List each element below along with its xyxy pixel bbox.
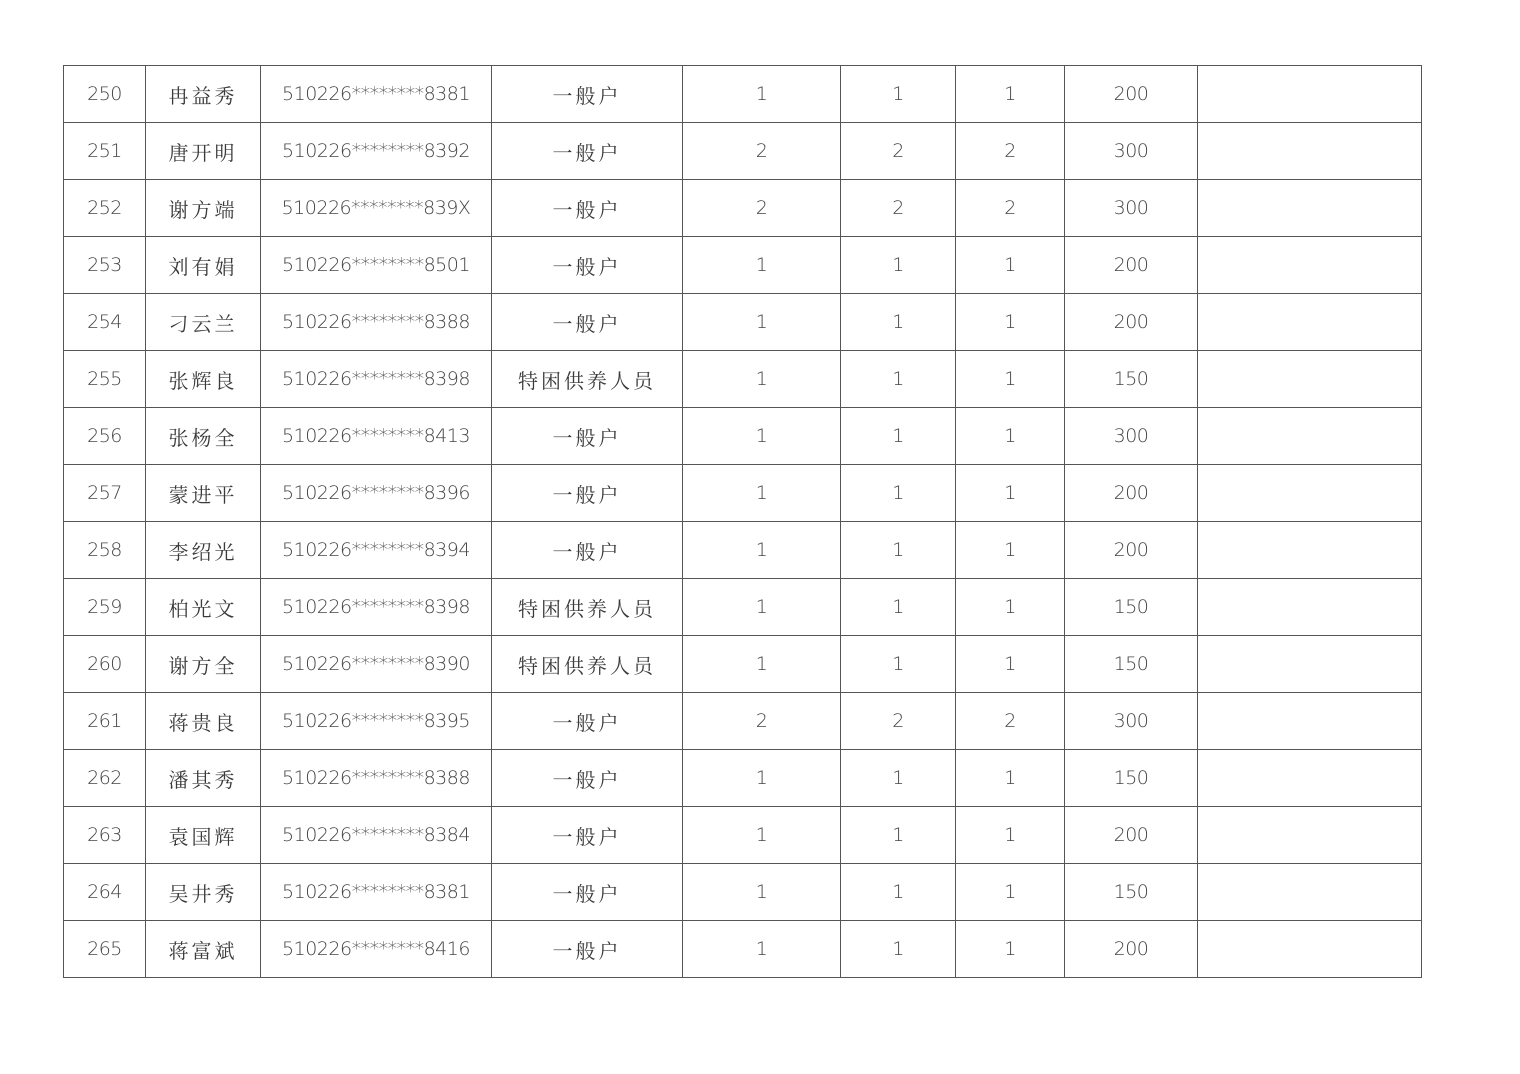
cell-count-2: 1: [841, 351, 956, 408]
cell-amount: 200: [1065, 237, 1198, 294]
cell-count-1: 2: [683, 180, 841, 237]
cell-remarks: [1198, 921, 1422, 978]
cell-id-number: 510226********8416: [261, 921, 492, 978]
cell-amount: 200: [1065, 465, 1198, 522]
cell-count-1: 1: [683, 237, 841, 294]
cell-count-2: 1: [841, 237, 956, 294]
table-row: [64, 636, 1422, 693]
table-row: [64, 921, 1422, 978]
cell-serial-number: 253: [64, 237, 146, 294]
cell-id-number: 510226********8384: [261, 807, 492, 864]
cell-name: 谢方端: [146, 180, 261, 237]
cell-id-number: 510226********8413: [261, 408, 492, 465]
cell-household-type: 特困供养人员: [492, 351, 683, 408]
table-row: [64, 237, 1422, 294]
cell-remarks: [1198, 123, 1422, 180]
cell-remarks: [1198, 180, 1422, 237]
cell-amount: 150: [1065, 579, 1198, 636]
cell-serial-number: 265: [64, 921, 146, 978]
cell-count-3: 2: [956, 693, 1065, 750]
cell-id-number: 510226********8398: [261, 351, 492, 408]
table-row: [64, 465, 1422, 522]
cell-count-2: 1: [841, 66, 956, 123]
cell-count-1: 1: [683, 636, 841, 693]
cell-count-3: 1: [956, 522, 1065, 579]
cell-serial-number: 252: [64, 180, 146, 237]
table-row: [64, 123, 1422, 180]
cell-household-type: 一般户: [492, 693, 683, 750]
cell-count-2: 1: [841, 465, 956, 522]
cell-amount: 300: [1065, 123, 1198, 180]
cell-remarks: [1198, 807, 1422, 864]
cell-count-1: 1: [683, 294, 841, 351]
cell-remarks: [1198, 693, 1422, 750]
cell-amount: 300: [1065, 180, 1198, 237]
cell-name: 吴井秀: [146, 864, 261, 921]
cell-count-2: 2: [841, 693, 956, 750]
cell-remarks: [1198, 579, 1422, 636]
cell-name: 张杨全: [146, 408, 261, 465]
table-row: [64, 807, 1422, 864]
cell-count-3: 1: [956, 237, 1065, 294]
cell-count-1: 1: [683, 351, 841, 408]
table-row: [64, 750, 1422, 807]
cell-remarks: [1198, 522, 1422, 579]
cell-count-3: 2: [956, 123, 1065, 180]
cell-id-number: 510226********8388: [261, 750, 492, 807]
table-row: [64, 579, 1422, 636]
cell-household-type: 一般户: [492, 237, 683, 294]
cell-household-type: 一般户: [492, 921, 683, 978]
cell-count-3: 1: [956, 351, 1065, 408]
cell-count-2: 1: [841, 522, 956, 579]
cell-count-2: 2: [841, 180, 956, 237]
cell-serial-number: 259: [64, 579, 146, 636]
cell-household-type: 一般户: [492, 522, 683, 579]
cell-count-3: 1: [956, 750, 1065, 807]
cell-count-2: 1: [841, 864, 956, 921]
cell-household-type: 一般户: [492, 123, 683, 180]
cell-serial-number: 264: [64, 864, 146, 921]
cell-count-1: 1: [683, 807, 841, 864]
cell-count-2: 1: [841, 408, 956, 465]
cell-id-number: 510226********8381: [261, 66, 492, 123]
cell-remarks: [1198, 408, 1422, 465]
cell-name: 刘有娟: [146, 237, 261, 294]
cell-household-type: 特困供养人员: [492, 636, 683, 693]
cell-count-2: 1: [841, 579, 956, 636]
cell-serial-number: 256: [64, 408, 146, 465]
cell-name: 刁云兰: [146, 294, 261, 351]
cell-name: 唐开明: [146, 123, 261, 180]
cell-amount: 150: [1065, 636, 1198, 693]
cell-remarks: [1198, 66, 1422, 123]
beneficiary-table: [63, 65, 1422, 978]
cell-count-3: 1: [956, 579, 1065, 636]
cell-serial-number: 263: [64, 807, 146, 864]
table-row: [64, 294, 1422, 351]
cell-name: 谢方全: [146, 636, 261, 693]
cell-name: 袁国辉: [146, 807, 261, 864]
cell-amount: 300: [1065, 693, 1198, 750]
cell-amount: 150: [1065, 750, 1198, 807]
cell-amount: 200: [1065, 66, 1198, 123]
cell-count-1: 2: [683, 123, 841, 180]
cell-amount: 300: [1065, 408, 1198, 465]
cell-remarks: [1198, 750, 1422, 807]
cell-count-1: 2: [683, 693, 841, 750]
cell-remarks: [1198, 351, 1422, 408]
table-row: [64, 522, 1422, 579]
cell-name: 张辉良: [146, 351, 261, 408]
cell-serial-number: 257: [64, 465, 146, 522]
cell-household-type: 一般户: [492, 66, 683, 123]
table-row: [64, 180, 1422, 237]
cell-id-number: 510226********8392: [261, 123, 492, 180]
cell-count-2: 1: [841, 294, 956, 351]
cell-count-3: 1: [956, 921, 1065, 978]
cell-name: 蒋贵良: [146, 693, 261, 750]
cell-household-type: 一般户: [492, 465, 683, 522]
cell-count-1: 1: [683, 921, 841, 978]
cell-id-number: 510226********8388: [261, 294, 492, 351]
table-row: [64, 693, 1422, 750]
cell-count-2: 1: [841, 807, 956, 864]
table-row: [64, 351, 1422, 408]
cell-household-type: 一般户: [492, 294, 683, 351]
cell-serial-number: 258: [64, 522, 146, 579]
cell-id-number: 510226********8398: [261, 579, 492, 636]
cell-serial-number: 250: [64, 66, 146, 123]
cell-name: 柏光文: [146, 579, 261, 636]
cell-remarks: [1198, 636, 1422, 693]
cell-id-number: 510226********8396: [261, 465, 492, 522]
cell-household-type: 特困供养人员: [492, 579, 683, 636]
cell-count-3: 1: [956, 294, 1065, 351]
table-row: [64, 864, 1422, 921]
cell-count-3: 1: [956, 66, 1065, 123]
cell-id-number: 510226********8395: [261, 693, 492, 750]
cell-household-type: 一般户: [492, 408, 683, 465]
cell-id-number: 510226********8390: [261, 636, 492, 693]
cell-count-2: 1: [841, 636, 956, 693]
cell-household-type: 一般户: [492, 864, 683, 921]
cell-name: 李绍光: [146, 522, 261, 579]
cell-count-1: 1: [683, 522, 841, 579]
cell-remarks: [1198, 465, 1422, 522]
cell-count-1: 1: [683, 750, 841, 807]
cell-serial-number: 261: [64, 693, 146, 750]
cell-name: 蒙进平: [146, 465, 261, 522]
cell-remarks: [1198, 237, 1422, 294]
cell-id-number: 510226********8381: [261, 864, 492, 921]
table-body: [64, 66, 1422, 978]
cell-count-1: 1: [683, 66, 841, 123]
cell-count-2: 2: [841, 123, 956, 180]
cell-serial-number: 251: [64, 123, 146, 180]
cell-count-2: 1: [841, 750, 956, 807]
cell-amount: 200: [1065, 921, 1198, 978]
cell-count-1: 1: [683, 579, 841, 636]
cell-amount: 150: [1065, 864, 1198, 921]
cell-remarks: [1198, 294, 1422, 351]
cell-serial-number: 254: [64, 294, 146, 351]
cell-household-type: 一般户: [492, 750, 683, 807]
cell-count-3: 1: [956, 636, 1065, 693]
cell-id-number: 510226********8394: [261, 522, 492, 579]
cell-count-3: 2: [956, 180, 1065, 237]
cell-id-number: 510226********839X: [261, 180, 492, 237]
cell-count-3: 1: [956, 408, 1065, 465]
cell-amount: 200: [1065, 294, 1198, 351]
cell-count-1: 1: [683, 408, 841, 465]
table-row: [64, 66, 1422, 123]
cell-count-3: 1: [956, 864, 1065, 921]
cell-amount: 150: [1065, 351, 1198, 408]
cell-count-1: 1: [683, 864, 841, 921]
cell-amount: 200: [1065, 522, 1198, 579]
cell-household-type: 一般户: [492, 180, 683, 237]
cell-household-type: 一般户: [492, 807, 683, 864]
cell-count-1: 1: [683, 465, 841, 522]
cell-serial-number: 255: [64, 351, 146, 408]
cell-remarks: [1198, 864, 1422, 921]
cell-count-3: 1: [956, 465, 1065, 522]
cell-amount: 200: [1065, 807, 1198, 864]
cell-name: 蒋富斌: [146, 921, 261, 978]
cell-count-3: 1: [956, 807, 1065, 864]
cell-name: 冉益秀: [146, 66, 261, 123]
table-row: [64, 408, 1422, 465]
cell-id-number: 510226********8501: [261, 237, 492, 294]
cell-name: 潘其秀: [146, 750, 261, 807]
cell-serial-number: 262: [64, 750, 146, 807]
cell-serial-number: 260: [64, 636, 146, 693]
cell-count-2: 1: [841, 921, 956, 978]
